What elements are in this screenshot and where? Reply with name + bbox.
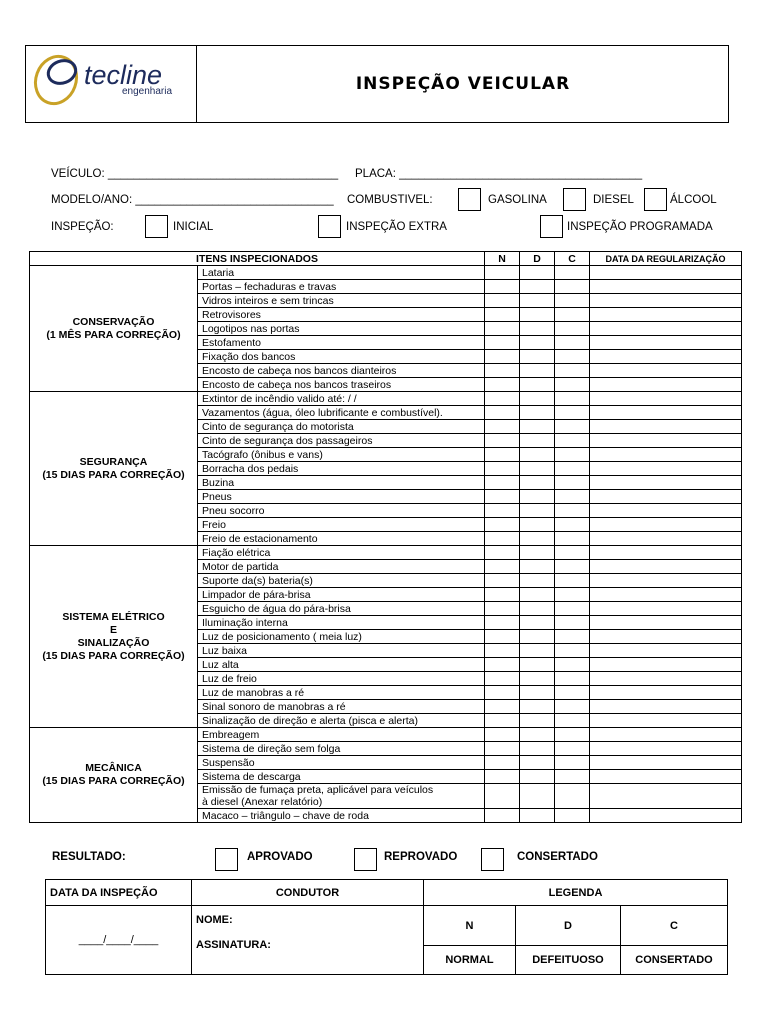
cell-c[interactable] (555, 322, 590, 336)
item-label: Luz de posicionamento ( meia luz) (198, 630, 485, 644)
item-label: Pneu socorro (198, 504, 485, 518)
item-label: Sistema de direção sem folga (198, 742, 485, 756)
cell-n[interactable] (485, 462, 520, 476)
header-items: ITENS INSPECIONADOS (30, 252, 485, 266)
alcool-checkbox[interactable] (644, 188, 667, 211)
cell-n[interactable] (485, 756, 520, 770)
legend-consertado: CONSERTADO (621, 946, 728, 975)
gasolina-label: GASOLINA (488, 194, 547, 206)
cell-date[interactable] (590, 462, 742, 476)
cell-date[interactable] (590, 700, 742, 714)
tecline-logo (32, 50, 192, 110)
inicial-checkbox[interactable] (145, 215, 168, 238)
cell-n[interactable] (485, 378, 520, 392)
placa-field[interactable]: PLACA: ______________________________________ (355, 168, 643, 180)
cell-date[interactable] (590, 294, 742, 308)
cell-n[interactable] (485, 630, 520, 644)
item-label: Extintor de incêndio valido até: / / (198, 392, 485, 406)
cell-n[interactable] (485, 809, 520, 823)
cell-date[interactable] (590, 672, 742, 686)
cell-n[interactable] (485, 658, 520, 672)
cell-d[interactable] (520, 518, 555, 532)
cell-c[interactable] (555, 756, 590, 770)
cell-c[interactable] (555, 280, 590, 294)
cell-date[interactable] (590, 616, 742, 630)
cell-date[interactable] (590, 686, 742, 700)
cell-d[interactable] (520, 546, 555, 560)
inspection-table (29, 251, 742, 823)
cell-n[interactable] (485, 280, 520, 294)
cell-n[interactable] (485, 364, 520, 378)
cell-c[interactable] (555, 784, 590, 809)
item-label: Tacógrafo (ônibus e vans) (198, 448, 485, 462)
cell-date[interactable] (590, 336, 742, 350)
item-label: Fiação elétrica (198, 546, 485, 560)
cell-c[interactable] (555, 350, 590, 364)
item-label: Cinto de segurança dos passageiros (198, 434, 485, 448)
cell-d[interactable] (520, 602, 555, 616)
cell-date[interactable] (590, 518, 742, 532)
cell-date[interactable] (590, 728, 742, 742)
condutor-cell[interactable] (192, 906, 424, 975)
cell-c[interactable] (555, 266, 590, 280)
cell-c[interactable] (555, 770, 590, 784)
cell-c[interactable] (555, 448, 590, 462)
table-row (30, 546, 742, 560)
reprovado-checkbox[interactable] (354, 848, 377, 871)
cell-date[interactable] (590, 658, 742, 672)
cell-date[interactable] (590, 546, 742, 560)
cell-d[interactable] (520, 686, 555, 700)
cell-d[interactable] (520, 336, 555, 350)
item-label: Sinal sonoro de manobras a ré (198, 700, 485, 714)
cell-c[interactable] (555, 588, 590, 602)
cell-n[interactable] (485, 574, 520, 588)
cell-date[interactable] (590, 574, 742, 588)
cell-d[interactable] (520, 616, 555, 630)
item-label: Luz baixa (198, 644, 485, 658)
cell-n[interactable] (485, 490, 520, 504)
cell-date[interactable] (590, 350, 742, 364)
page-title: INSPEÇÃO VEICULAR (355, 74, 571, 94)
cell-date[interactable] (590, 504, 742, 518)
cell-c[interactable] (555, 574, 590, 588)
item-label: Luz de manobras a ré (198, 686, 485, 700)
group-label: MECÂNICA (15 DIAS PARA CORREÇÃO) (30, 728, 198, 823)
cell-n[interactable] (485, 420, 520, 434)
cell-d[interactable] (520, 588, 555, 602)
item-label: Suporte da(s) bateria(s) (198, 574, 485, 588)
cell-date[interactable] (590, 448, 742, 462)
cell-c[interactable] (555, 728, 590, 742)
cell-c[interactable] (555, 644, 590, 658)
cell-c[interactable] (555, 809, 590, 823)
cell-d[interactable] (520, 714, 555, 728)
item-label: Fixação dos bancos (198, 350, 485, 364)
inspecao-label: INSPEÇÃO: (51, 221, 114, 233)
item-label: Portas – fechaduras e travas (198, 280, 485, 294)
cell-date[interactable] (590, 630, 742, 644)
cell-date[interactable] (590, 644, 742, 658)
item-label: Luz de freio (198, 672, 485, 686)
cell-c[interactable] (555, 742, 590, 756)
cell-d[interactable] (520, 672, 555, 686)
cell-n[interactable] (485, 532, 520, 546)
item-label: Vidros inteiros e sem trincas (198, 294, 485, 308)
item-label: Encosto de cabeça nos bancos traseiros (198, 378, 485, 392)
cell-d[interactable] (520, 434, 555, 448)
cell-date[interactable] (590, 434, 742, 448)
item-label: Luz alta (198, 658, 485, 672)
cell-date[interactable] (590, 420, 742, 434)
date-header: DATA DA INSPEÇÃO (46, 880, 192, 906)
nome-label: NOME: (196, 914, 233, 926)
cell-c[interactable] (555, 364, 590, 378)
cell-d[interactable] (520, 756, 555, 770)
item-label: Macaco – triângulo – chave de roda (198, 809, 485, 823)
cell-n[interactable] (485, 546, 520, 560)
cell-d[interactable] (520, 322, 555, 336)
modelo-field[interactable]: MODELO/ANO: _______________________________ (51, 194, 334, 206)
extra-checkbox[interactable] (318, 215, 341, 238)
header-n: N (485, 252, 520, 266)
item-label: Retrovisores (198, 308, 485, 322)
group-label: SISTEMA ELÉTRICO E SINALIZAÇÃO (15 DIAS PARA CORREÇÃO) (30, 546, 198, 728)
cell-c[interactable] (555, 392, 590, 406)
cell-d[interactable] (520, 742, 555, 756)
item-label: Freio de estacionamento (198, 532, 485, 546)
header-date: DATA DA REGULARIZAÇÃO (590, 252, 742, 266)
cell-c[interactable] (555, 532, 590, 546)
cell-n[interactable] (485, 602, 520, 616)
brand-sub: engenharia (122, 86, 173, 97)
cell-date[interactable] (590, 770, 742, 784)
legend-n: N (424, 906, 516, 946)
cell-c[interactable] (555, 294, 590, 308)
aprovado-label: APROVADO (247, 851, 313, 863)
date-blank[interactable]: ____/____/____ (46, 906, 192, 975)
cell-n[interactable] (485, 322, 520, 336)
cell-n[interactable] (485, 476, 520, 490)
cell-n[interactable] (485, 784, 520, 809)
cell-date[interactable] (590, 392, 742, 406)
cell-n[interactable] (485, 700, 520, 714)
assinatura-label: ASSINATURA: (196, 939, 271, 951)
cell-d[interactable] (520, 266, 555, 280)
cell-n[interactable] (485, 770, 520, 784)
inicial-label: INICIAL (173, 221, 214, 233)
cell-date[interactable] (590, 364, 742, 378)
cell-d[interactable] (520, 504, 555, 518)
item-label: Freio (198, 518, 485, 532)
item-label: Sistema de descarga (198, 770, 485, 784)
cell-d[interactable] (520, 658, 555, 672)
gasolina-checkbox[interactable] (458, 188, 481, 211)
item-label: Vazamentos (água, óleo lubrificante e combustível). (198, 406, 485, 420)
item-label: Embreagem (198, 728, 485, 742)
reprovado-label: REPROVADO (384, 851, 458, 863)
item-label: Sinalização de direção e alerta (pisca e alerta) (198, 714, 485, 728)
cell-n[interactable] (485, 350, 520, 364)
item-label: Encosto de cabeça nos bancos dianteiros (198, 364, 485, 378)
item-label: Emissão de fumaça preta, aplicável para veículos à diesel (Anexar relatório) (198, 784, 485, 809)
aprovado-checkbox[interactable] (215, 848, 238, 871)
cell-d[interactable] (520, 392, 555, 406)
item-label: Lataria (198, 266, 485, 280)
cell-n[interactable] (485, 504, 520, 518)
cell-c[interactable] (555, 308, 590, 322)
cell-n[interactable] (485, 406, 520, 420)
cell-date[interactable] (590, 532, 742, 546)
cell-n[interactable] (485, 672, 520, 686)
cell-date[interactable] (590, 714, 742, 728)
item-label: Esguicho de água do pára-brisa (198, 602, 485, 616)
consertado-checkbox[interactable] (481, 848, 504, 871)
legend-defeituoso: DEFEITUOSO (516, 946, 621, 975)
footer-table (45, 879, 728, 975)
cell-date[interactable] (590, 406, 742, 420)
cell-n[interactable] (485, 294, 520, 308)
cell-date[interactable] (590, 308, 742, 322)
cell-n[interactable] (485, 434, 520, 448)
cell-d[interactable] (520, 490, 555, 504)
cell-date[interactable] (590, 560, 742, 574)
cell-c[interactable] (555, 616, 590, 630)
cell-n[interactable] (485, 518, 520, 532)
cell-d[interactable] (520, 644, 555, 658)
cell-c[interactable] (555, 336, 590, 350)
extra-label: INSPEÇÃO EXTRA (346, 221, 447, 233)
table-row (30, 266, 742, 280)
cell-n[interactable] (485, 616, 520, 630)
cell-date[interactable] (590, 322, 742, 336)
item-label: Suspensão (198, 756, 485, 770)
cell-d[interactable] (520, 280, 555, 294)
cell-date[interactable] (590, 784, 742, 809)
cell-n[interactable] (485, 686, 520, 700)
cell-d[interactable] (520, 462, 555, 476)
cell-date[interactable] (590, 588, 742, 602)
combustivel-label: COMBUSTIVEL: (347, 194, 433, 206)
cell-d[interactable] (520, 574, 555, 588)
veiculo-field[interactable]: VEÍCULO: ____________________________________ (51, 168, 339, 180)
cell-d[interactable] (520, 560, 555, 574)
group-label: CONSERVAÇÃO (1 MÊS PARA CORREÇÃO) (30, 266, 198, 392)
cell-c[interactable] (555, 686, 590, 700)
item-label: Limpador de pára-brisa (198, 588, 485, 602)
cell-n[interactable] (485, 448, 520, 462)
cell-n[interactable] (485, 336, 520, 350)
cell-date[interactable] (590, 490, 742, 504)
group-label: SEGURANÇA (15 DIAS PARA CORREÇÃO) (30, 392, 198, 546)
cell-c[interactable] (555, 546, 590, 560)
cell-d[interactable] (520, 420, 555, 434)
cell-d[interactable] (520, 350, 555, 364)
cell-date[interactable] (590, 280, 742, 294)
cell-c[interactable] (555, 420, 590, 434)
diesel-label: DIESEL (593, 194, 634, 206)
table-header-row (30, 252, 742, 266)
legend-normal: NORMAL (424, 946, 516, 975)
cell-n[interactable] (485, 392, 520, 406)
cell-d[interactable] (520, 784, 555, 809)
item-label: Pneus (198, 490, 485, 504)
brand-name: tecline (84, 60, 163, 90)
cell-d[interactable] (520, 728, 555, 742)
item-label: Estofamento (198, 336, 485, 350)
cell-date[interactable] (590, 476, 742, 490)
item-label: Borracha dos pedais (198, 462, 485, 476)
cell-c[interactable] (555, 490, 590, 504)
table-row (30, 392, 742, 406)
legend-c: C (621, 906, 728, 946)
cell-d[interactable] (520, 770, 555, 784)
cell-d[interactable] (520, 476, 555, 490)
header-c: C (555, 252, 590, 266)
cell-d[interactable] (520, 700, 555, 714)
alcool-label: ÁLCOOL (670, 194, 717, 206)
cell-d[interactable] (520, 364, 555, 378)
cell-c[interactable] (555, 672, 590, 686)
cell-c[interactable] (555, 714, 590, 728)
consertado-label: CONSERTADO (517, 851, 598, 863)
programada-checkbox[interactable] (540, 215, 563, 238)
cell-date[interactable] (590, 756, 742, 770)
cell-date[interactable] (590, 266, 742, 280)
header-d: D (520, 252, 555, 266)
cell-date[interactable] (590, 602, 742, 616)
programada-label: INSPEÇÃO PROGRAMADA (567, 221, 713, 233)
item-label: Motor de partida (198, 560, 485, 574)
cell-c[interactable] (555, 434, 590, 448)
cell-d[interactable] (520, 630, 555, 644)
cell-n[interactable] (485, 714, 520, 728)
cell-date[interactable] (590, 809, 742, 823)
item-label: Cinto de segurança do motorista (198, 420, 485, 434)
cell-c[interactable] (555, 504, 590, 518)
cell-d[interactable] (520, 406, 555, 420)
cell-d[interactable] (520, 809, 555, 823)
legenda-header: LEGENDA (424, 880, 728, 906)
cell-c[interactable] (555, 658, 590, 672)
cell-c[interactable] (555, 462, 590, 476)
cell-d[interactable] (520, 294, 555, 308)
legend-d: D (516, 906, 621, 946)
item-label: Buzina (198, 476, 485, 490)
cell-n[interactable] (485, 644, 520, 658)
cell-c[interactable] (555, 630, 590, 644)
table-row (30, 728, 742, 742)
cell-c[interactable] (555, 406, 590, 420)
cell-n[interactable] (485, 742, 520, 756)
item-label: Iluminação interna (198, 616, 485, 630)
diesel-checkbox[interactable] (563, 188, 586, 211)
cell-n[interactable] (485, 560, 520, 574)
cell-n[interactable] (485, 266, 520, 280)
cell-d[interactable] (520, 308, 555, 322)
cell-d[interactable] (520, 532, 555, 546)
cell-n[interactable] (485, 728, 520, 742)
cell-n[interactable] (485, 308, 520, 322)
cell-c[interactable] (555, 602, 590, 616)
cell-date[interactable] (590, 742, 742, 756)
item-label: Logotipos nas portas (198, 322, 485, 336)
result-label: RESULTADO: (52, 851, 126, 863)
cell-c[interactable] (555, 700, 590, 714)
cell-n[interactable] (485, 588, 520, 602)
cell-c[interactable] (555, 378, 590, 392)
cell-date[interactable] (590, 378, 742, 392)
cell-c[interactable] (555, 476, 590, 490)
cell-d[interactable] (520, 378, 555, 392)
cell-c[interactable] (555, 560, 590, 574)
cell-c[interactable] (555, 518, 590, 532)
condutor-header: CONDUTOR (192, 880, 424, 906)
cell-d[interactable] (520, 448, 555, 462)
